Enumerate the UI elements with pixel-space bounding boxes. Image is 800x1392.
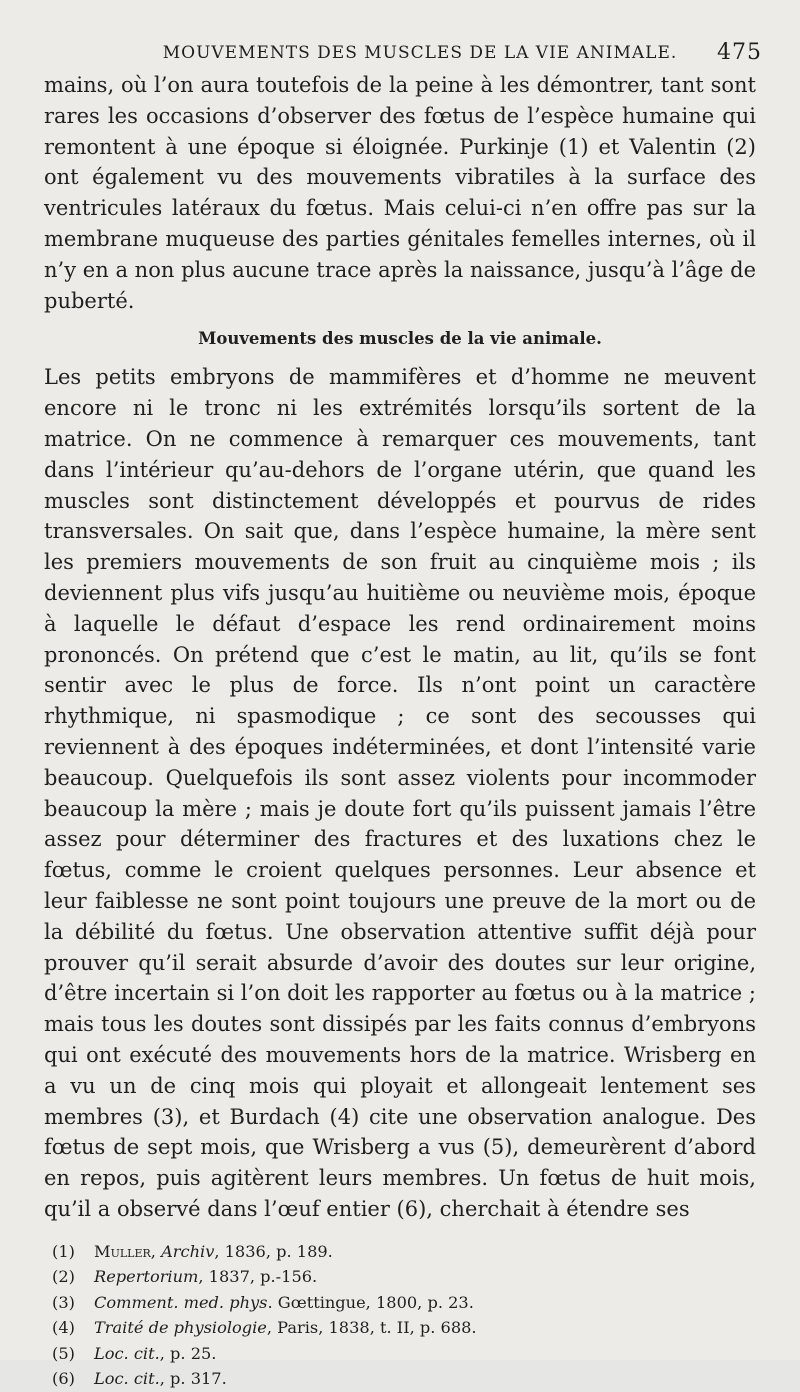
footnote-work: Archiv	[161, 1241, 215, 1261]
running-title: MOUVEMENTS DES MUSCLES DE LA VIE ANIMALE.	[162, 43, 678, 63]
footnote	[52, 1239, 756, 1265]
footnotes	[44, 1239, 756, 1392]
footnote-mark: (3)	[52, 1292, 75, 1312]
footnote-separator: ,	[150, 1241, 156, 1261]
section-heading: Mouvements des muscles de la vie animale.	[198, 329, 602, 349]
footnote-work: Comment. med. phys	[94, 1292, 268, 1312]
footnote	[52, 1264, 756, 1290]
page-number: 475	[717, 40, 762, 65]
footnote-rest: , 1836, p. 189.	[214, 1241, 333, 1261]
footnote-rest: . Gœttingue, 1800, p. 23.	[267, 1292, 474, 1312]
footnote-text	[94, 1341, 756, 1367]
footnote-work: Repertorium	[94, 1267, 199, 1287]
footnote-mark: (4)	[52, 1318, 75, 1338]
footnote	[52, 1290, 756, 1316]
footnote-rest: , p. 25.	[159, 1343, 217, 1363]
footnote-mark: (6)	[52, 1369, 75, 1389]
footnote-text	[94, 1239, 756, 1265]
footnote-text	[94, 1264, 756, 1290]
footnote	[52, 1366, 756, 1392]
footnote-work: Loc. cit.	[94, 1343, 160, 1363]
footnote-text	[94, 1315, 756, 1341]
footnote-text	[94, 1366, 756, 1392]
footnote-rest: , p. 317.	[159, 1369, 227, 1389]
footnote	[52, 1315, 756, 1341]
footnote-mark: (2)	[52, 1267, 75, 1287]
footnote-work: Traité de physiologie	[94, 1318, 267, 1338]
footnote-text	[94, 1290, 756, 1316]
footnote-rest: , Paris, 1838, t. II, p. 688.	[266, 1318, 477, 1338]
footnote-work: Loc. cit.	[94, 1369, 160, 1389]
footnote-rest: , 1837, p.-156.	[198, 1267, 318, 1287]
main-paragraph: Les petits embryons de mammifères et d’homme ne meuvent encore ni le tronc ni les extrémités lorsqu’ils sortent de la matrice. On ne commence à remarquer ces mouvements, tant dans l’intérieur qu’au-dehors de l’organe utérin, que quand les muscles sont distinctement développés et pourvus de rides transversales. On sait que, dans l’espèce humaine, la mère sent les premiers mouvements de son fruit au cinquième mois ; ils deviennent plus vifs jusqu’au huitième ou neuvième mois, époque à laquelle le défaut d’espace les rend ordinairement moins prononcés. On prétend que c’est le matin, au lit, qu’ils se font sentir avec le plus de force. Ils n’ont point un caractère rhythmique, ni spasmodique ; ce sont des secousses qui reviennent à des époques indéterminées, et dont l’intensité varie beaucoup. Quelquefois ils sont assez violents pour incommoder beaucoup la mère ; mais je doute fort qu’ils puissent jamais l’être assez pour déterminer des fractures et des luxations chez le fœtus, comme le croient quelques personnes. Leur absence et leur faiblesse ne sont point toujours une preuve de la mort ou de la débilité du fœtus. Une observation attentive suffit déjà pour prouver qu’il serait absurde d’avoir des doutes sur leur origine, d’être incertain si l’on doit les rapporter au fœtus ou à la matrice ; mais tous les doutes sont dissipés par les faits connus d’embryons qui ont exécuté des mouvements hors de la matrice. Wrisberg en a vu un de cinq mois qui ployait et allongeait lentement ses membres (3), et Burdach (4) cite une observation analogue. Des fœtus de sept mois, que Wrisberg a vus (5), demeurèrent d’abord en repos, puis agitèrent leurs membres. Un fœtus de huit mois, qu’il a observé dans l’œuf entier (6), cherchait à étendre ses	[44, 365, 756, 1221]
running-head	[44, 36, 762, 70]
footnote-author: Muller	[94, 1241, 151, 1261]
intro-paragraph: mains, où l’on aura toutefois de la peine à les démontrer, tant sont rares les occasions d’observer des fœtus de l’espèce humaine qui remontent à une époque si éloignée. Purkinje (1) et Valentin (2) ont également vu des mouvements vibratiles à la surface des ventricules latéraux du fœtus. Mais celui-ci n’en offre pas sur la membrane muqueuse des parties génitales femelles internes, où il n’y en a non plus aucune trace après la naissance, jusqu’à l’âge de puberté.	[44, 73, 756, 313]
footnote-mark: (5)	[52, 1343, 75, 1363]
footnote	[52, 1341, 756, 1367]
footnote-mark: (1)	[52, 1241, 75, 1261]
